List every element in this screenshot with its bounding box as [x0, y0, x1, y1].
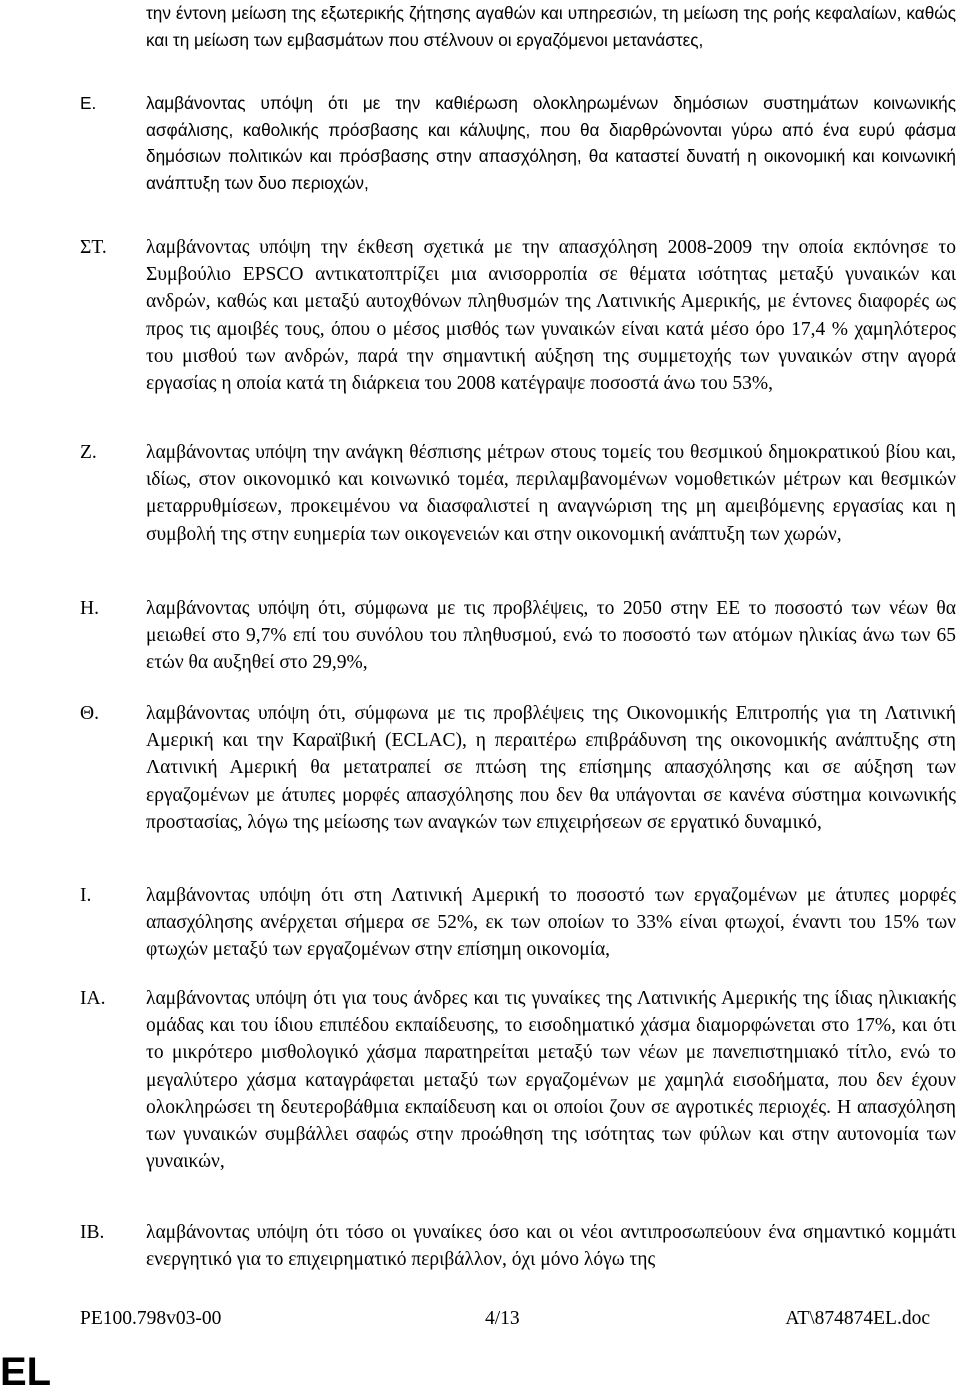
recital-label: ΣΤ. — [80, 237, 107, 258]
page-number: 4/13 — [485, 1308, 520, 1329]
recital-label: Θ. — [80, 703, 99, 724]
recital-label: Η. — [80, 598, 99, 619]
recital-label: ΙΑ. — [80, 988, 106, 1009]
recital-text: λαμβάνοντας υπόψη ότι, σύμφωνα με τις προβλέψεις της Οικονομικής Επιτροπής για τη Λατινική Αμερική και την Καραϊβική (ECLAC), η περαιτέρω επιβράδυνση της οικονομικής ανάπτυξης στη Λατινική Αμερική θα μετατραπεί σε πτώση της επίσημης απασχόλησης και σε αύξηση των εργαζομένων με άτυπες μορφές απασχόλησης που δεν θα υπάγονται σε κανένα σύστημα κοινωνικής προστασίας, λόγω της μείωσης των αναγκών των επιχειρήσεων σε εργατικό δυναμικό, — [146, 703, 956, 833]
document-reference: PE100.798v03-00 — [80, 1308, 222, 1329]
recital-label: ΙΒ. — [80, 1222, 105, 1243]
recital-text: λαμβάνοντας υπόψη ότι στη Λατινική Αμερική το ποσοστό των εργαζομένων με άτυπες μορφές απασχόλησης ανέρχεται σήμερα σε 52%, εκ των οποίων το 33% είναι φτωχοί, έναντι του 15% των φτωχών μεταξύ των εργαζομένων στην επίσημη οικονομία, — [146, 885, 956, 961]
recital-text: λαμβάνοντας υπόψη ότι για τους άνδρες και τις γυναίκες της Λατινικής Αμερικής της ίδιας ηλικιακής ομάδας και του ίδιου επιπέδου εκπαίδευσης, το εισοδηματικό χάσμα διαμορφώνεται στο 17%, και ότι το μικρότερο μισθολογικό χάσμα παρατηρείται μεταξύ των νέων με πανεπιστημιακό τίτλο, ενώ το μεγαλύτερο χάσμα καταγράφεται μεταξύ των εργαζομένων με χαμηλά εισοδήματα, που δεν έχουν ολοκληρώσει τη δευτεροβάθμια εκπαίδευση και οι οποίοι ζουν σε αγροτικές περιοχές. Η απασχόληση των γυναικών συμβάλλει σαφώς στην προώθηση της ισότητας των φύλων και στην αυτονομία των γυναικών, — [146, 988, 956, 1173]
recital-text: λαμβάνοντας υπόψη την ανάγκη θέσπισης μέτρων στους τομείς του θεσμικού δημοκρατικού βίου και, ιδίως, στον οικονομικό και κοινωνικό τομέα, περιλαμβανομένων νομοθετικών μέτρων και θεσμικών μεταρρυθμίσεων, προκειμένου να διασφαλιστεί η αναγνώριση της μη αμειβόμενης εργασίας και η συμβολή της στην ευημερία των οικογενειών και στην οικονομική ανάπτυξη των χωρών, — [146, 442, 956, 545]
recital-text: λαμβάνοντας υπόψη ότι, σύμφωνα με τις προβλέψεις, το 2050 στην ΕΕ το ποσοστό των νέων θα μειωθεί στο 9,7% επί του συνόλου του πληθυσμού, ενώ το ποσοστό των ατόμων ηλικίας άνω των 65 ετών θα αυξηθεί στο 29,9%, — [146, 598, 956, 674]
recital-text: λαμβάνοντας υπόψη ότι με την καθιέρωση ολοκληρωμένων δημόσιων συστημάτων κοινωνικής ασφάλισης, καθολικής πρόσβασης και κάλυψης, που θα διαρθρώνονται γύρω από ένα ευρύ φάσμα δημόσιων πολιτικών και πρόσβασης στην απασχόληση, θα καταστεί δυνατή η οικονομική και κοινωνική ανάπτυξη των δυο περιοχών, — [146, 93, 956, 193]
recital-label: Ι. — [80, 885, 92, 906]
recital-text: λαμβάνοντας υπόψη την έκθεση σχετικά με την απασχόληση 2008-2009 την οποία εκπόνησε το Συμβούλιο EPSCO αντικατοπτρίζει μια ανισορροπία σε θέματα ισότητας μεταξύ γυναικών και ανδρών, καθώς και μεταξύ αυτοχθόνων πληθυσμών της Λατινικής Αμερικής, με έντονες διαφορές ως προς τις αμοιβές τους, όπου ο μέσος μισθός των γυναικών είναι κατά μέσο όρο 17,4 % χαμηλότερος του μισθού των ανδρών, παρά την σημαντική αύξηση της συμμετοχής των γυναικών στην αγορά εργασίας η οποία κατά τη διάρκεια του 2008 κατέγραψε ποσοστά άνω του 53%, — [146, 237, 956, 395]
recital-text: λαμβάνοντας υπόψη ότι τόσο οι γυναίκες όσο και οι νέοι αντιπροσωπεύουν ένα σημαντικό κομμάτι ενεργητικό για το επιχειρηματικό περιβάλλον, όχι μόνο λόγω της — [146, 1222, 956, 1271]
recital-label: Ε. — [80, 93, 97, 113]
document-filename: AT\874874EL.doc — [785, 1308, 930, 1329]
page-footer — [80, 1305, 930, 1335]
intro-paragraph: την έντονη μείωση της εξωτερικής ζήτησης αγαθών και υπηρεσιών, τη μείωση της ροής κεφαλαίων, καθώς και τη μείωση των εμβασμάτων που στέλνουν οι εργαζόμενοι μετανάστες, — [146, 3, 956, 50]
recital-label: Ζ. — [80, 442, 97, 463]
language-code: EL — [0, 1350, 52, 1394]
